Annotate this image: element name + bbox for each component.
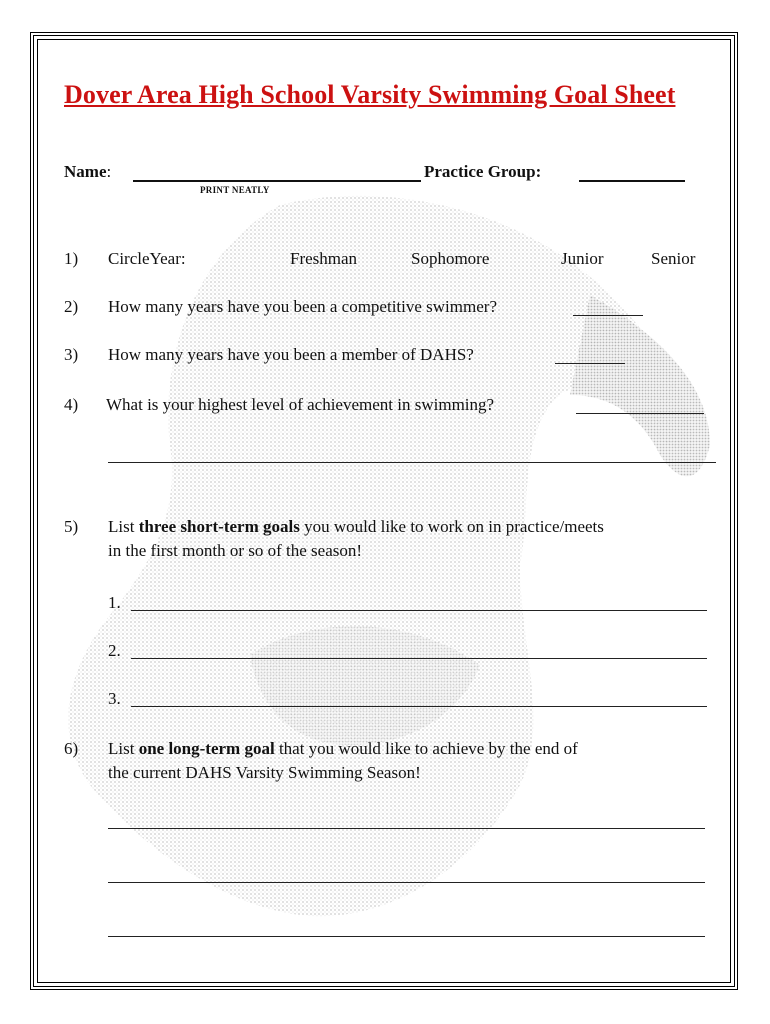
question-4-answer-field-2[interactable] bbox=[108, 462, 716, 463]
year-option-sophomore[interactable]: Sophomore bbox=[411, 249, 490, 268]
short-term-goal-3-field[interactable] bbox=[131, 706, 707, 707]
page-title: Dover Area High School Varsity Swimming Goal Sheet bbox=[64, 80, 676, 109]
year-option-senior[interactable]: Senior bbox=[651, 249, 696, 268]
practice-group-field[interactable] bbox=[579, 180, 685, 182]
question-3-number: 3) bbox=[64, 345, 79, 364]
short-term-goal-3-number: 3. bbox=[108, 689, 121, 708]
name-field[interactable] bbox=[133, 180, 421, 182]
short-term-goal-2-field[interactable] bbox=[131, 658, 707, 659]
question-1-number: 1) bbox=[64, 249, 79, 268]
long-term-goal-field-2[interactable] bbox=[108, 882, 705, 883]
question-6-text: List one long-term goal that you would like to achieve by the end of bbox=[108, 739, 578, 758]
question-3-text: How many years have you been a member of DAHS? bbox=[108, 345, 474, 364]
question-5-number: 5) bbox=[64, 517, 79, 536]
question-6-text-line2: the current DAHS Varsity Swimming Season! bbox=[108, 763, 421, 782]
practice-group-label: Practice Group: bbox=[424, 162, 542, 181]
question-2-number: 2) bbox=[64, 297, 79, 316]
year-option-junior[interactable]: Junior bbox=[561, 249, 604, 268]
question-2-answer-field[interactable] bbox=[573, 315, 643, 316]
question-3-answer-field[interactable] bbox=[555, 363, 625, 364]
short-term-goal-1-number: 1. bbox=[108, 593, 121, 612]
question-5-text-line2: in the first month or so of the season! bbox=[108, 541, 363, 560]
question-4-number: 4) bbox=[64, 395, 79, 414]
name-label: Name: bbox=[64, 162, 112, 181]
question-5-text: List three short-term goals you would like to work on in practice/meets bbox=[108, 517, 604, 536]
short-term-goal-2-number: 2. bbox=[108, 641, 121, 660]
long-term-goal-field-3[interactable] bbox=[108, 936, 705, 937]
question-1-text: CircleYear: bbox=[108, 249, 186, 268]
year-option-freshman[interactable]: Freshman bbox=[290, 249, 358, 268]
question-4-text: What is your highest level of achievement in swimming? bbox=[106, 395, 495, 414]
question-2-text: How many years have you been a competitive swimmer? bbox=[108, 297, 497, 316]
print-neatly-note: PRINT NEATLY bbox=[200, 185, 270, 195]
short-term-goal-1-field[interactable] bbox=[131, 610, 707, 611]
long-term-goal-field-1[interactable] bbox=[108, 828, 705, 829]
question-4-answer-field[interactable] bbox=[576, 413, 704, 414]
question-6-number: 6) bbox=[64, 739, 79, 758]
